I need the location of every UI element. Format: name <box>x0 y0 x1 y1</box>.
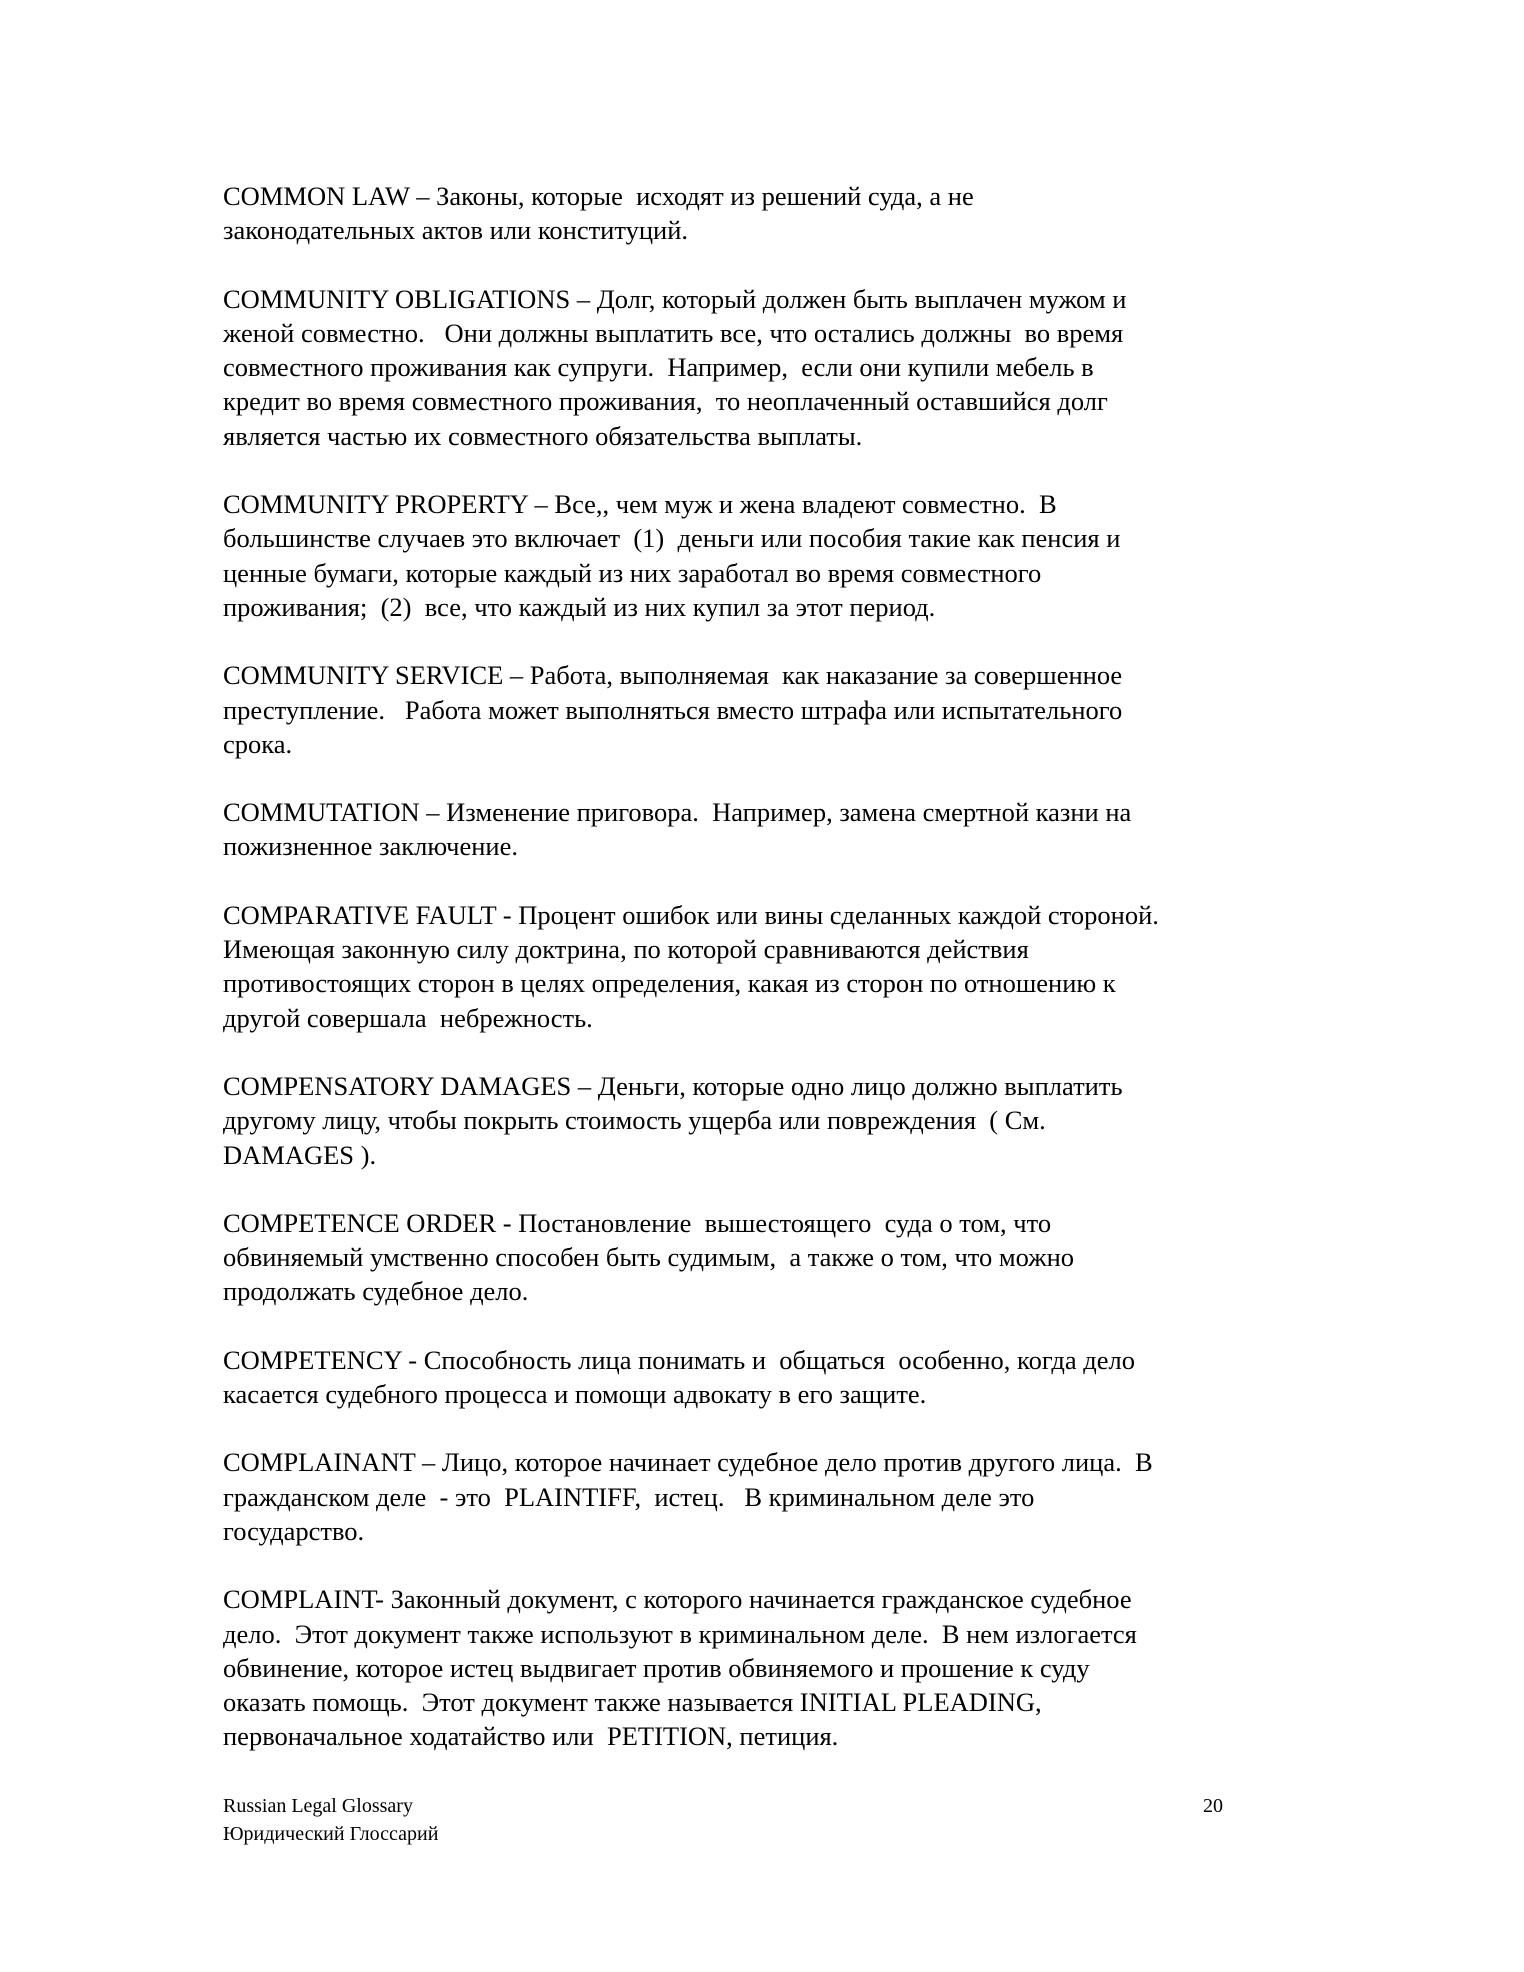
glossary-entry-competency <box>223 1343 1333 1412</box>
entry-line: обвинение, которое истец выдвигает против обвиняемого и прошение к суду <box>223 1652 1090 1683</box>
entry-line: COMPARATIVE FAULT - Процент ошибок или вины сделанных каждой стороной. <box>223 899 1159 930</box>
entry-line: противостоящих сторон в целях определения, какая из сторон по отношению к <box>223 968 1116 999</box>
footer-title-ru: Юридический Глоссарий <box>223 1823 439 1845</box>
entry-line: DAMAGES ). <box>223 1139 377 1170</box>
entry-line: преступление. Работа может выполняться вместо штрафа или испытательного <box>223 694 1123 725</box>
glossary-entry-comparative-fault <box>223 898 1333 1035</box>
entry-line: другой совершала небрежность. <box>223 1002 593 1033</box>
entry-line: совместного проживания как супруги. Например, если они купили мебель в <box>223 352 1094 383</box>
entry-line: женой совместно. Они должны выплатить все, что остались должны во время <box>223 317 1124 348</box>
entry-line: COMMUNITY OBLIGATIONS – Долг, который должен быть выплачен мужом и <box>223 283 1127 314</box>
entry-line: касается судебного процесса и помощи адвокату в его защите. <box>223 1379 927 1410</box>
entry-line: срока. <box>223 728 293 759</box>
glossary-entry-competence-order <box>223 1206 1333 1309</box>
glossary-entry-commutation <box>223 795 1333 864</box>
glossary-entry-complainant <box>223 1445 1333 1548</box>
glossary-entry-compensatory-damages <box>223 1069 1333 1172</box>
footer-title-en: Russian Legal Glossary <box>223 1795 413 1817</box>
entry-line: большинстве случаев это включает (1) деньги или пособия такие как пенсия и <box>223 523 1121 554</box>
entry-line: проживания; (2) все, что каждый из них купил за этот период. <box>223 591 936 622</box>
entry-line: обвиняемый умственно способен быть судимым, а также о том, что можно <box>223 1242 1075 1273</box>
glossary-entries <box>223 179 1333 1788</box>
entry-line: государство. <box>223 1515 365 1546</box>
entry-line: COMMON LAW – Законы, которые исходят из решений суда, а не <box>223 181 974 211</box>
entry-line: первоначальное ходатайство или PETITION, петиция. <box>223 1721 839 1752</box>
glossary-entry-community-service <box>223 658 1333 761</box>
entry-line: законодательных актов или конституций. <box>223 215 689 246</box>
glossary-entry-community-property <box>223 487 1333 624</box>
entry-line: COMMUNITY SERVICE – Работа, выполняемая как наказание за совершенное <box>223 660 1123 691</box>
entry-line: продолжать судебное дело. <box>223 1276 529 1307</box>
glossary-entry-common-law <box>223 179 1333 248</box>
entry-line: COMPLAINANT – Лицо, которое начинает судебное дело против другого лица. В <box>223 1447 1153 1478</box>
entry-line: COMMUNITY PROPERTY – Все,, чем муж и жена владеют совместно. В <box>223 489 1057 520</box>
entry-line: является частью их совместного обязательства выплаты. <box>223 420 863 451</box>
glossary-entry-complaint <box>223 1582 1333 1753</box>
entry-line: COMPETENCY - Способность лица понимать и общаться особенно, когда дело <box>223 1344 1135 1375</box>
entry-line: дело. Этот документ также используют в криминальном деле. В нем излогается <box>223 1618 1137 1649</box>
entry-line: COMMUTATION – Изменение приговора. Например, замена смертной казни на <box>223 797 1132 828</box>
entry-line: COMPLAINT- Законный документ, с которого начинается гражданское судебное <box>223 1584 1132 1615</box>
entry-line: кредит во время совместного проживания, то неоплаченный оставшийся долг <box>223 386 1108 417</box>
entry-line: Имеющая законную силу доктрина, по которой сравниваются действия <box>223 934 1029 965</box>
entry-line: другому лицу, чтобы покрыть стоимость ущерба или повреждения ( См. <box>223 1105 1046 1136</box>
entry-line: пожизненное заключение. <box>223 831 518 862</box>
entry-line: оказать помощь. Этот документ также называется INITIAL PLEADING, <box>223 1687 1042 1718</box>
entry-line: COMPETENCE ORDER - Постановление вышестоящего суда о том, что <box>223 1207 1052 1238</box>
entry-line: гражданском деле - это PLAINTIFF, истец. В криминальном деле это <box>223 1481 1035 1512</box>
page-footer <box>223 1792 438 1848</box>
entry-line: COMPENSATORY DAMAGES – Деньги, которые одно лицо должно выплатить <box>223 1070 1123 1101</box>
page-number: 20 <box>1203 1795 1223 1817</box>
entry-line: ценные бумаги, которые каждый из них заработал во время совместного <box>223 557 1042 588</box>
glossary-entry-community-obligations <box>223 282 1333 453</box>
